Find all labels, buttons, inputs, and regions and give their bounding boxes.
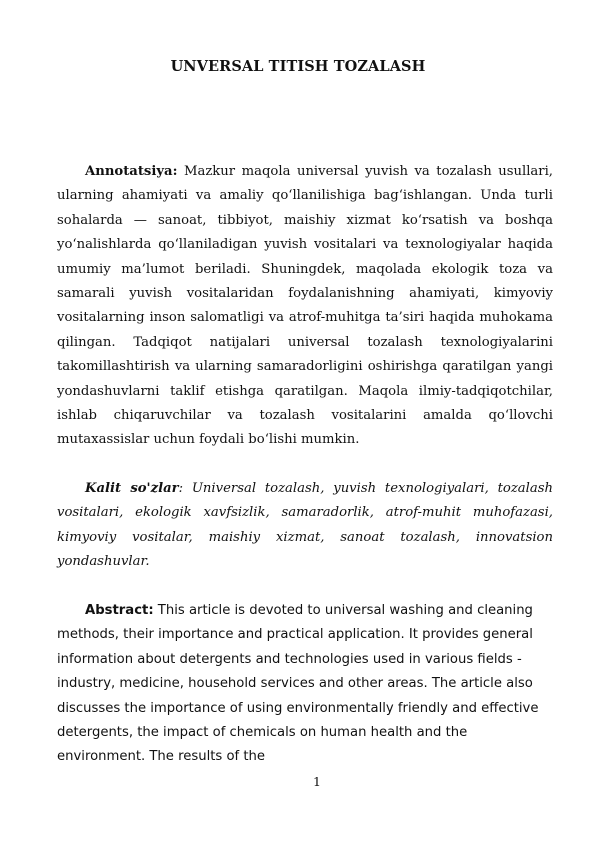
annotation-label: Annotatsiya: bbox=[85, 164, 178, 179]
abstract-paragraph bbox=[57, 599, 553, 770]
keywords-text: : Universal tozalash, yuvish texnologiyalari, tozalash vositalari, ekologik xavfsizlik, samaradorlik, atrof-muhit muhofazasi, kimyoviy vositalar, maishiy xizmat, sanoat tozalash, innovatsion yondashuvlar. bbox=[57, 481, 553, 570]
abstract-text: This article is devoted to universal washing and cleaning methods, their importance and practical application. It provides general information about detergents and technologies used in various fields - industry, medicine, household services and other areas. The article also discusses the importance of using environmentally friendly and effective detergents, the impact of chemicals on human health and the environment. The results of the bbox=[57, 603, 539, 765]
document-title: UNVERSAL TITISH TOZALASH bbox=[170, 58, 426, 75]
annotation-paragraph bbox=[57, 160, 553, 453]
abstract-label: Abstract: bbox=[85, 603, 154, 618]
page-number: 1 bbox=[313, 774, 321, 789]
keywords-label: Kalit so'zlar bbox=[85, 481, 179, 496]
keywords-paragraph bbox=[57, 477, 553, 575]
annotation-text: Mazkur maqola universal yuvish va tozalash usullari, ularning ahamiyati va amaliy qo‘llanilishiga bag‘ishlangan. Unda turli sohalarda — sanoat, tibbiyot, maishiy xizmat ko‘rsatish va boshqa yo‘nalishlarda qo‘llaniladigan yuvish vositalari va texnologiyalar haqida umumiy ma’lumot beriladi. Shuningdek, maqolada ekologik toza va samarali yuvish vositalaridan foydalanishning ahamiyati, kimyoviy vositalarning inson salomatligi va atrof-muhitga ta’siri haqida muhokama qilingan. Tadqiqot natijalari universal tozalash texnologiyalarini takomillashtirish va ularning samaradorligini oshirishga qaratilgan yangi yondashuvlarni taklif etishga qaratilgan. Maqola ilmiy-tadqiqotchilar, ishlab chiqaruvchilar va tozalash vositalarini amalda qo‘llovchi mutaxassislar uchun foydali bo‘lishi mumkin. bbox=[57, 164, 553, 448]
